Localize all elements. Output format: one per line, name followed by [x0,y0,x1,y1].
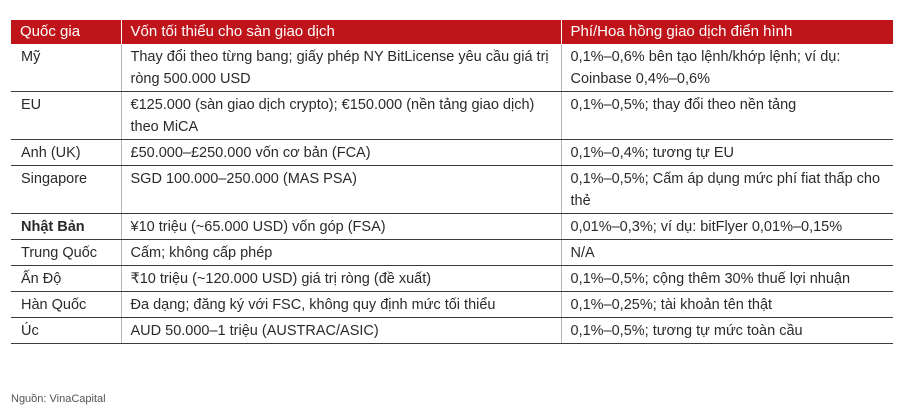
capital-cell: €125.000 (sàn giao dịch crypto); €150.000 (nền tảng giao dịch) theo MiCA [121,92,561,140]
table-row [11,266,893,292]
capital-cell: Thay đổi theo từng bang; giấy phép NY BitLicense yêu cầu giá trị ròng 500.000 USD [121,44,561,92]
table-header [11,20,893,44]
country-cell: Singapore [11,166,121,214]
header-row [11,20,893,44]
table-row [11,92,893,140]
capital-cell: ₹10 triệu (~120.000 USD) giá trị ròng (đề xuất) [121,266,561,292]
table-row [11,240,893,266]
fee-cell: 0,1%–0,25%; tài khoản tên thật [561,292,893,318]
capital-cell: Đa dạng; đăng ký với FSC, không quy định mức tối thiểu [121,292,561,318]
table-row [11,214,893,240]
fee-cell: N/A [561,240,893,266]
table-row [11,166,893,214]
country-cell: Ấn Độ [11,266,121,292]
table-row [11,140,893,166]
fee-cell: 0,1%–0,4%; tương tự EU [561,140,893,166]
source-note: Nguồn: VinaCapital [11,393,106,405]
fee-cell: 0,1%–0,6% bên tạo lệnh/khớp lệnh; ví dụ: Coinbase 0,4%–0,6% [561,44,893,92]
country-cell: Hàn Quốc [11,292,121,318]
table-row [11,318,893,344]
country-cell: Trung Quốc [11,240,121,266]
fee-cell: 0,1%–0,5%; Cấm áp dụng mức phí fiat thấp cho thẻ [561,166,893,214]
capital-cell: ¥10 triệu (~65.000 USD) vốn góp (FSA) [121,214,561,240]
table-row [11,292,893,318]
capital-cell: £50.000–£250.000 vốn cơ bản (FCA) [121,140,561,166]
header-typical-fee: Phí/Hoa hồng giao dịch điển hình [561,20,893,44]
fee-cell: 0,01%–0,3%; ví dụ: bitFlyer 0,01%–0,15% [561,214,893,240]
country-cell: Anh (UK) [11,140,121,166]
fee-cell: 0,1%–0,5%; thay đổi theo nền tảng [561,92,893,140]
country-cell: Úc [11,318,121,344]
fee-cell: 0,1%–0,5%; tương tự mức toàn cầu [561,318,893,344]
country-cell: Mỹ [11,44,121,92]
capital-cell: AUD 50.000–1 triệu (AUSTRAC/ASIC) [121,318,561,344]
table-body [11,44,893,344]
country-cell: Nhật Bản [11,214,121,240]
table-row [11,44,893,92]
capital-cell: Cấm; không cấp phép [121,240,561,266]
header-min-capital: Vốn tối thiểu cho sàn giao dịch [121,20,561,44]
country-cell: EU [11,92,121,140]
fee-cell: 0,1%–0,5%; cộng thêm 30% thuế lợi nhuận [561,266,893,292]
exchange-fee-table [11,20,893,344]
header-country: Quốc gia [11,20,121,44]
capital-cell: SGD 100.000–250.000 (MAS PSA) [121,166,561,214]
